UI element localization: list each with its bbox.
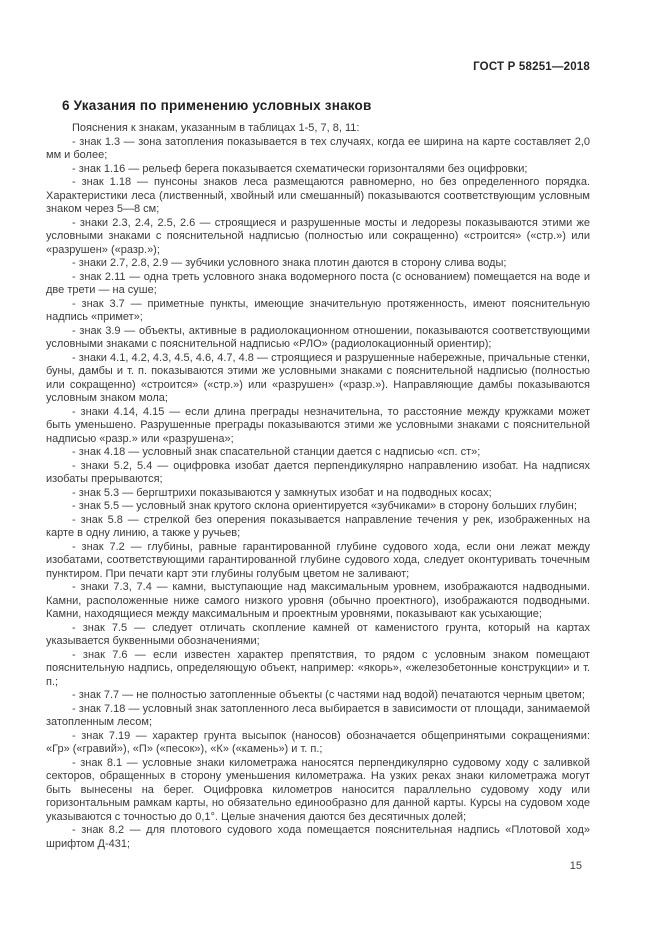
list-paragraph: - знаки 7.3, 7.4 — камни, выступающие над максимальным уровнем, изображаются надводными. Камни, расположенные ниже самого низкого уровня (обычно проектного), изображаются подводными. Камни, находящиеся между максимальным и проектным уровнями, показывают как усыхающие; <box>46 581 590 620</box>
list-paragraph: - знаки 2.7, 2.8, 2.9 — зубчики условного знака плотин даются в сторону слива воды; <box>72 257 507 269</box>
list-paragraph: - знак 7.5 — следует отличать скопление камней от каменистого грунта, который на картах указывается буквенными обозначениями; <box>46 621 590 647</box>
list-paragraph: - знаки 4.14, 4.15 — если длина преграды незначительна, то расстояние между кружками может быть уменьшено. Разрушенные преграды показываются этими же условными знаками с пояснительной надписью «разр.» или «разрушена»; <box>46 405 590 445</box>
intro-paragraph: Пояснения к знакам, указанным в таблицах 1-5, 7, 8, 11: <box>72 122 360 134</box>
list-paragraph: - знаки 5.2, 5.4 — оцифровка изобат дается перпендикулярно направлению изобат. На надписях изобаты прерываются; <box>46 459 590 485</box>
list-paragraph: - знак 7.7 — не полностью затопленные объекты (с частями над водой) печатаются черным цветом; <box>72 689 585 701</box>
paragraph-list <box>46 136 590 852</box>
list-paragraph: - знак 8.1 — условные знаки километража наносятся перпендикулярно судовому ходу с заливкой секторов, обращенных в сторону уменьшения километража. На узких реках знаки километража могут быть вынесены на берег. Оцифровка километров наносится параллельно судовому ходу или горизонтальным рамкам карты, но обязательно единообразно для данной карты. Курсы на судовом ходе указываются с точностью до 0,1°. Целые значения даются без десятичных долей; <box>46 756 590 823</box>
page-number: 15 <box>569 860 582 872</box>
list-paragraph: - знак 8.2 — для плотового судового хода помещается пояснительная надпись «Плотовой ход» шрифтом Д-431; <box>46 824 590 850</box>
list-paragraph: - знак 3.7 — приметные пункты, имеющие значительную протяженность, имеют пояснительную надпись «примет»; <box>46 297 590 323</box>
section-body <box>46 122 590 851</box>
list-paragraph: - знак 7.19 — характер грунта высыпок (наносов) обозначается общепринятыми сокращениями: «Гр» («гравий»), «П» («песок»), «К» («камень») и т. п.; <box>46 729 590 755</box>
list-paragraph: - знак 7.18 — условный знак затопленного леса выбирается в зависимости от площади, занимаемой затопленным лесом; <box>46 702 590 728</box>
list-paragraph: - знак 1.18 — пунсоны знаков леса размещаются равномерно, но без определенного порядка. Характеристики леса (лиственный, хвойный или смешанный) показываются соответствующим условным знаком через 5—8 см; <box>46 176 590 215</box>
list-paragraph: - знак 7.2 — глубины, равные гарантированной глубине судового хода, если они лежат между изобатами, соответствующими гарантированной глубине судового хода, следует оконтуривать точечным пунктиром. При печати карт эти глубины голубым цветом не заливают; <box>46 540 590 580</box>
list-paragraph: - знак 7.6 — если известен характер препятствия, то рядом с условным знаком помещают пояснительную надпись, определяющую объект, например: «якорь», «железобетонные конструкции» и т. п.; <box>46 648 590 688</box>
list-paragraph: - знак 1.16 — рельеф берега показывается схематически горизонталями без оцифровки; <box>72 162 528 175</box>
list-paragraph: - знак 5.3 — бергштрихи показываются у замкнутых изобат и на подводных косах; <box>72 486 492 499</box>
list-paragraph: - знак 5.5 — условный знак крутого склона ориентируется «зубчиками» в сторону больших глубин; <box>72 500 577 512</box>
standard-code-header: ГОСТ Р 58251—2018 <box>473 61 590 73</box>
list-paragraph: - знак 1.3 — зона затопления показывается в тех случаях, когда ее ширина на карте составляет 2,0 мм и более; <box>46 135 590 161</box>
list-paragraph: - знак 3.9 — объекты, активные в радиолокационном отношении, показываются соответствующими условными знаками с пояснительной надписью «РЛО» (радиолокационный ориентир); <box>46 324 590 350</box>
list-paragraph: - знаки 4.1, 4.2, 4.3, 4.5, 4.6, 4.7, 4.8 — строящиеся и разрушенные набережные, причальные стенки, буны, дамбы и т. п. показываются этими же условными знаками с пояснительной надписью (полностью или сокращенно) «строится» («стр.») или «разрушен» («разр.»). Направляющие дамбы показываются условным знаком мола; <box>46 351 590 404</box>
list-paragraph: - знак 5.8 — стрелкой без оперения показывается направление течения у рек, изображенных на карте в одну линию, а также у ручьев; <box>46 513 590 539</box>
list-paragraph: - знак 4.18 — условный знак спасательной станции дается с надписью «сп. ст»; <box>72 446 481 458</box>
list-paragraph: - знаки 2.3, 2.4, 2.5, 2.6 — строящиеся и разрушенные мосты и ледорезы показываются этими же условными знаками с пояснительной надписью (полностью или сокращенно) «строится» («стр.») или «разрушен» («разр.»); <box>46 216 590 256</box>
list-paragraph: - знак 2.11 — одна треть условного знака водомерного поста (с основанием) помещается на воде и две трети — на суше; <box>46 270 590 296</box>
section-title: 6 Указания по применению условных знаков <box>62 98 372 113</box>
